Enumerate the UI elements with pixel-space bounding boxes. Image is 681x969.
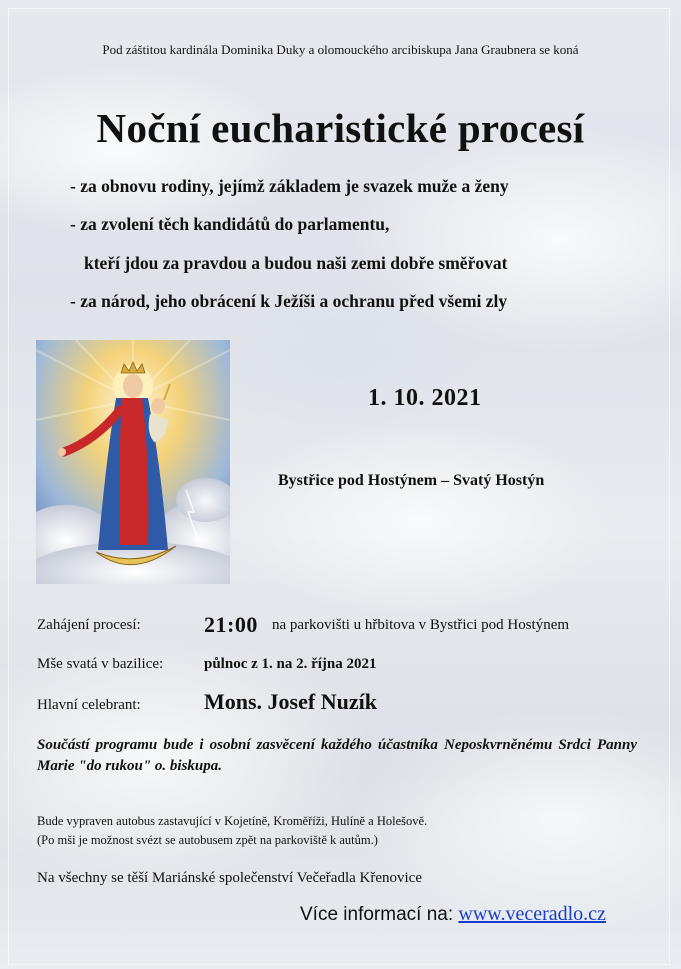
start-time: 21:00 <box>204 612 258 637</box>
patronage-line: Pod záštitou kardinála Dominika Duky a olomouckého arcibiskupa Jana Graubnera se koná <box>102 42 579 57</box>
start-label: Zahájení procesí: <box>37 617 141 633</box>
virgin-mary-image <box>36 340 230 584</box>
more-info-label: Více informací na: <box>300 904 454 925</box>
program-note: Součástí programu bude i osobní zasvěcení každého účastníka Neposkvrněnému Srdci Panny Marie "do rukou" o. biskupa. <box>37 737 637 774</box>
celebrant-label: Hlavní celebrant: <box>37 697 141 713</box>
intention-parliament: - za zvolení těch kandidátů do parlamentu, <box>70 214 390 234</box>
mass-time: půlnoc z 1. na 2. října 2021 <box>204 656 377 672</box>
bus-line-2: (Po mši je možnost svézt se autobusem zpět na parkoviště k autům.) <box>37 833 378 847</box>
mass-row <box>37 656 203 673</box>
more-info <box>300 903 606 926</box>
poster-title: Noční eucharistické procesí <box>96 105 585 151</box>
bus-line-1: Bude vypraven autobus zastavující v Kojetíně, Kroměříži, Hulíně a Holešově. <box>37 814 428 828</box>
celebrant-name: Mons. Josef Nuzík <box>204 689 377 714</box>
event-place: Bystřice pod Hostýnem – Svatý Hostýn <box>278 472 545 489</box>
event-date: 1. 10. 2021 <box>368 385 482 411</box>
start-place: na parkovišti u hřbitova v Bystřici pod Hostýnem <box>272 617 570 633</box>
greeting-line: Na všechny se těší Mariánské společenství Večeřadla Křenovice <box>37 870 422 886</box>
intention-family: - za obnovu rodiny, jejímž základem je svazek muže a ženy <box>70 176 509 196</box>
bus-info <box>37 812 427 850</box>
intention-nation: - za národ, jeho obrácení k Ježíši a ochranu před všemi zly <box>70 291 508 311</box>
intention-parliament-cont: kteří jdou za pravdou a budou naši zemi dobře směřovat <box>84 253 508 273</box>
celebrant-row <box>37 697 203 714</box>
mass-label: Mše svatá v bazilice: <box>37 656 164 672</box>
start-row <box>37 617 203 634</box>
website-link[interactable]: www.veceradlo.cz <box>458 903 606 925</box>
